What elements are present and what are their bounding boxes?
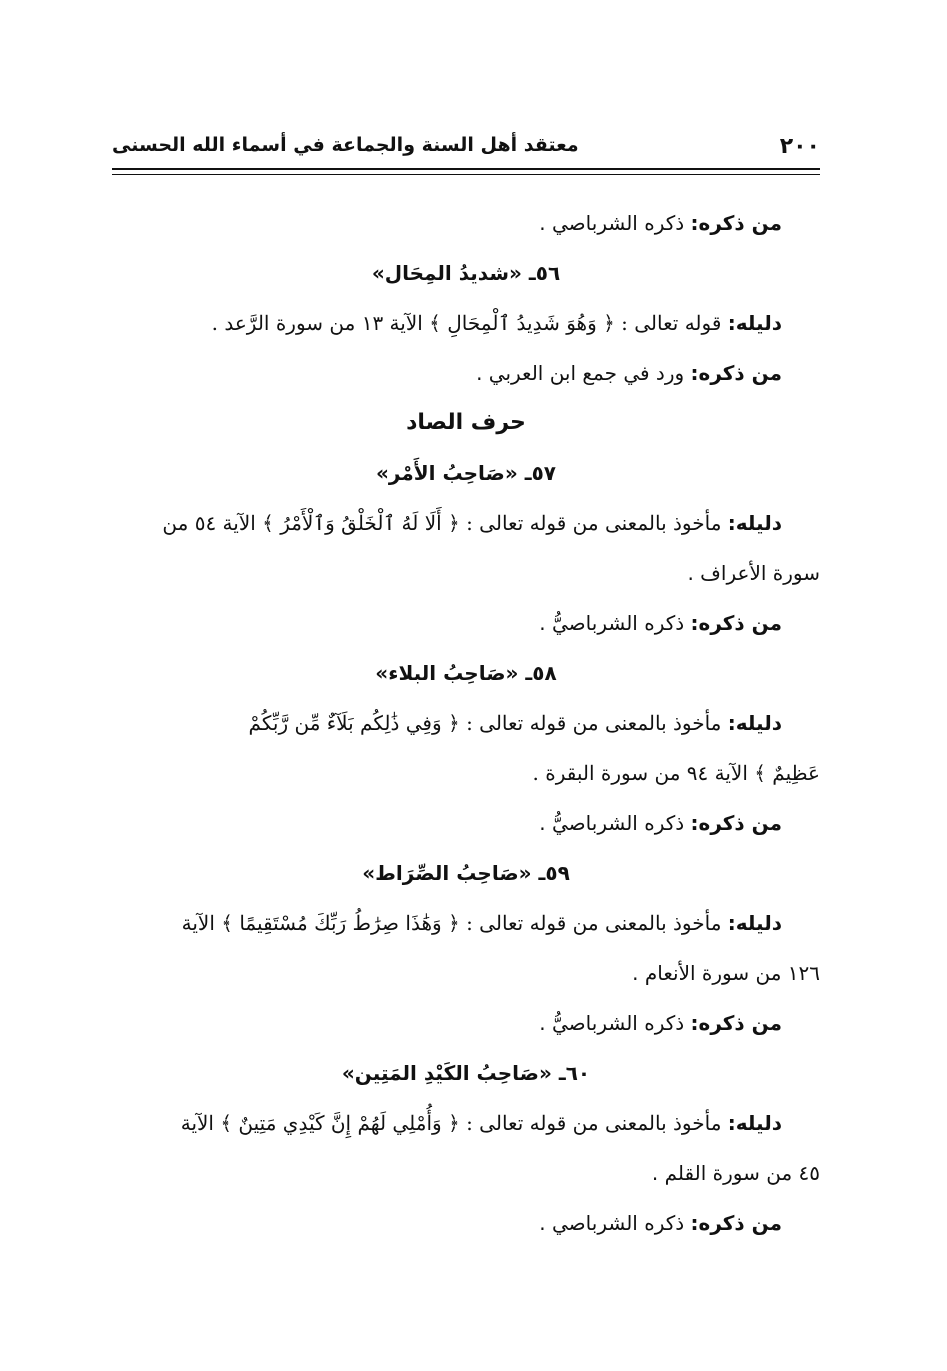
mentioned-by-label: من ذكره: bbox=[690, 211, 782, 235]
name-heading: ٥٨ـ «صَاحِبُ البلاء» bbox=[375, 661, 557, 685]
evidence-text: مأخوذ بالمعنى من قوله تعالى : ﴿ وَأُمْلِي لَهُمْ إِنَّ كَيْدِي مَتِينٌ ﴾ الآية bbox=[180, 1111, 728, 1135]
section-title: حرف الصاد bbox=[406, 410, 526, 435]
mentioned-by-label: من ذكره: bbox=[690, 811, 782, 835]
evidence-text: مأخوذ بالمعنى من قوله تعالى : ﴿ وَهَٰذَا صِرَٰطُ رَبِّكَ مُسْتَقِيمًا ﴾ الآية bbox=[181, 911, 728, 935]
evidence-text: قوله تعالى : ﴿ وَهُوَ شَدِيدُ ٱلْمِحَالِ ﴾ الآية ١٣ من سورة الرَّعد . bbox=[211, 311, 728, 335]
evidence-label: دليله: bbox=[727, 911, 782, 935]
mentioned-by-text: ذكره الشرباصيُّ . bbox=[539, 1011, 691, 1035]
evidence-label: دليله: bbox=[727, 511, 782, 535]
running-header bbox=[112, 128, 820, 166]
evidence-line bbox=[112, 1098, 820, 1148]
evidence-text: مأخوذ بالمعنى من قوله تعالى : ﴿ وَفِي ذَٰلِكُم بَلَآءٌ مِّن رَّبِّكُمْ bbox=[248, 711, 728, 735]
mentioned-by-text: ذكره الشرباصي . bbox=[539, 1211, 691, 1235]
mentioned-by-label: من ذكره: bbox=[690, 361, 782, 385]
evidence-line bbox=[112, 298, 820, 348]
mentioned-by-text: ذكره الشرباصيُّ . bbox=[539, 811, 691, 835]
mentioned-by-label: من ذكره: bbox=[690, 1011, 782, 1035]
evidence-text: مأخوذ بالمعنى من قوله تعالى : ﴿ أَلَا لَهُ ٱلْخَلْقُ وَٱلْأَمْرُ ﴾ الآية ٥٤ من bbox=[162, 511, 728, 535]
evidence-continuation: سورة الأعراف . bbox=[687, 561, 820, 585]
evidence-line bbox=[112, 698, 820, 748]
mentioned-by-label: من ذكره: bbox=[690, 611, 782, 635]
evidence-continuation: عَظِيمٌ ﴾ الآية ٩٤ من سورة البقرة . bbox=[532, 761, 820, 785]
evidence-continuation: ١٢٦ من سورة الأنعام . bbox=[632, 961, 820, 985]
evidence-line bbox=[112, 498, 820, 548]
name-heading: ٥٦ـ «شديدُ المِحَال» bbox=[371, 261, 561, 285]
mentioned-by-text: ذكره الشرباصي . bbox=[539, 211, 691, 235]
mentioned-by-line bbox=[112, 1198, 820, 1248]
mentioned-by-line bbox=[112, 598, 820, 648]
name-heading: ٦٠ـ «صَاحِبُ الكَيْدِ المَتِين» bbox=[341, 1061, 591, 1085]
name-heading: ٥٩ـ «صَاحِبُ الصِّرَاط» bbox=[362, 861, 570, 885]
page-body bbox=[112, 198, 820, 1248]
book-page bbox=[112, 128, 820, 1235]
running-title: معتقد أهل السنة والجماعة في أسماء الله الحسنى bbox=[112, 134, 579, 156]
mentioned-by-text: ذكره الشرباصيُّ . bbox=[539, 611, 691, 635]
mentioned-by-label: من ذكره: bbox=[690, 1211, 782, 1235]
header-rule-thin bbox=[112, 174, 820, 175]
evidence-continuation: ٤٥ من سورة القلم . bbox=[651, 1161, 820, 1185]
evidence-label: دليله: bbox=[727, 311, 782, 335]
mentioned-by-line bbox=[112, 348, 820, 398]
mentioned-by-text: ورد في جمع ابن العربي . bbox=[476, 361, 691, 385]
evidence-label: دليله: bbox=[727, 711, 782, 735]
evidence-line bbox=[112, 898, 820, 948]
evidence-label: دليله: bbox=[727, 1111, 782, 1135]
page-number: ٢٠٠ bbox=[779, 134, 820, 159]
mentioned-by-line bbox=[112, 198, 820, 248]
name-heading: ٥٧ـ «صَاحِبُ الأَمْر» bbox=[375, 461, 557, 485]
header-rule bbox=[112, 168, 820, 170]
mentioned-by-line bbox=[112, 998, 820, 1048]
mentioned-by-line bbox=[112, 798, 820, 848]
